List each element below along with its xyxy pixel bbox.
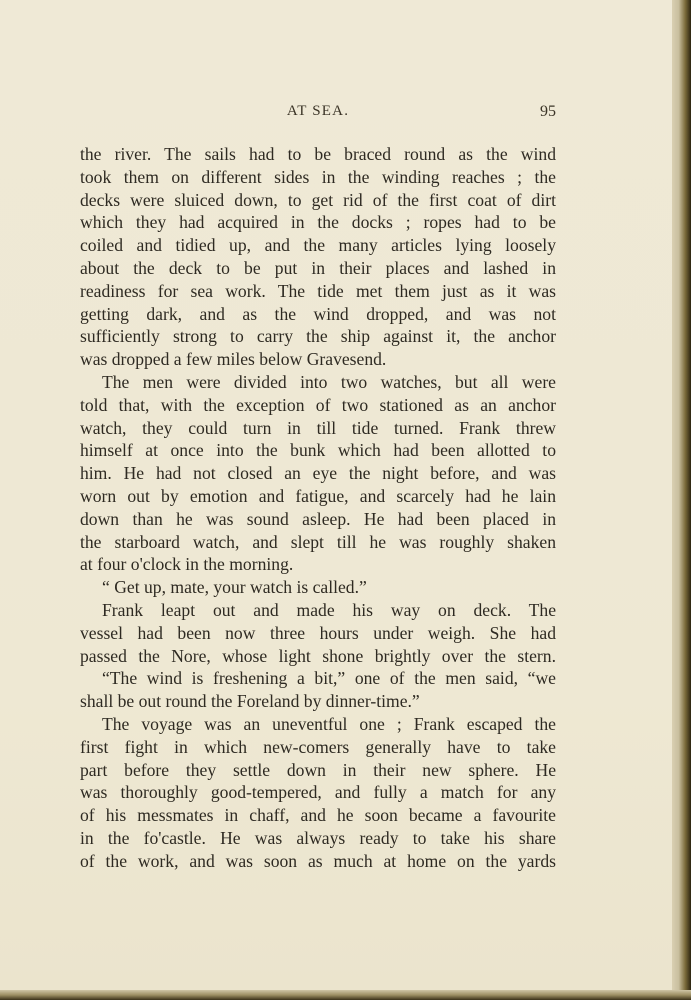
paragraph-first-line: The voyage was an uneventful one ; Frank escaped the — [102, 713, 556, 734]
text-line: the river. The sails had to be braced round as the wind — [80, 144, 556, 164]
text-line: shall be out round the Foreland by dinner-time.” — [80, 691, 420, 712]
body-text — [80, 143, 556, 873]
text-line: first fight in which new-comers generally have to take — [80, 736, 556, 757]
paragraph-first-line: The men were divided into two watches, but all were — [102, 371, 556, 392]
paragraph-first-line: Frank leapt out and made his way on deck. The — [102, 599, 556, 620]
text-line: readiness for sea work. The tide met them just as it was — [80, 280, 556, 301]
running-head-title: AT SEA. — [286, 103, 350, 119]
text-line: sufficiently strong to carry the ship against it, the anchor — [80, 326, 556, 347]
text-line: took them on different sides in the winding reaches ; the — [80, 166, 556, 187]
text-line: down than he was sound asleep. He had been placed in — [80, 508, 556, 529]
page-edge-right — [672, 0, 691, 1000]
text-line: told that, with the exception of two stationed as an anchor — [80, 394, 556, 415]
text-line: worn out by emotion and fatigue, and scarcely had he lain — [80, 485, 556, 506]
text-line: of the work, and was soon as much at home on the yards — [80, 850, 556, 871]
text-line: of his messmates in chaff, and he soon became a favourite — [80, 805, 556, 826]
page-edge-bottom — [0, 990, 691, 1000]
text-line: was thoroughly good-tempered, and fully a match for any — [80, 782, 556, 803]
text-line: watch, they could turn in till tide turned. Frank threw — [80, 417, 556, 438]
paragraph-first-line: “The wind is freshening a bit,” one of the men said, “we — [102, 668, 556, 689]
text-line: was dropped a few miles below Gravesend. — [80, 349, 387, 370]
text-line: which they had acquired in the docks ; ropes had to be — [80, 212, 556, 233]
text-line: decks were sluiced down, to get rid of the first coat of dirt — [80, 189, 556, 210]
text-line: himself at once into the bunk which had been allotted to — [80, 440, 556, 461]
text-line: vessel had been now three hours under weigh. She had — [80, 622, 556, 643]
text-line: getting dark, and as the wind dropped, and was not — [80, 303, 556, 324]
text-line: in the fo'castle. He was always ready to take his share — [80, 827, 556, 848]
text-line: part before they settle down in their new sphere. He — [80, 759, 556, 780]
page-number: 95 — [540, 103, 556, 120]
text-line: the starboard watch, and slept till he was roughly shaken — [80, 531, 556, 552]
paragraph-first-line: “ Get up, mate, your watch is called.” — [102, 577, 367, 598]
text-line: passed the Nore, whose light shone brightly over the stern. — [80, 645, 556, 666]
text-line: at four o'clock in the morning. — [80, 554, 294, 575]
text-line: about the deck to be put in their places and lashed in — [80, 257, 556, 278]
running-head — [80, 103, 556, 125]
text-line: coiled and tidied up, and the many articles lying loosely — [80, 235, 556, 256]
text-line: him. He had not closed an eye the night before, and was — [80, 463, 556, 484]
